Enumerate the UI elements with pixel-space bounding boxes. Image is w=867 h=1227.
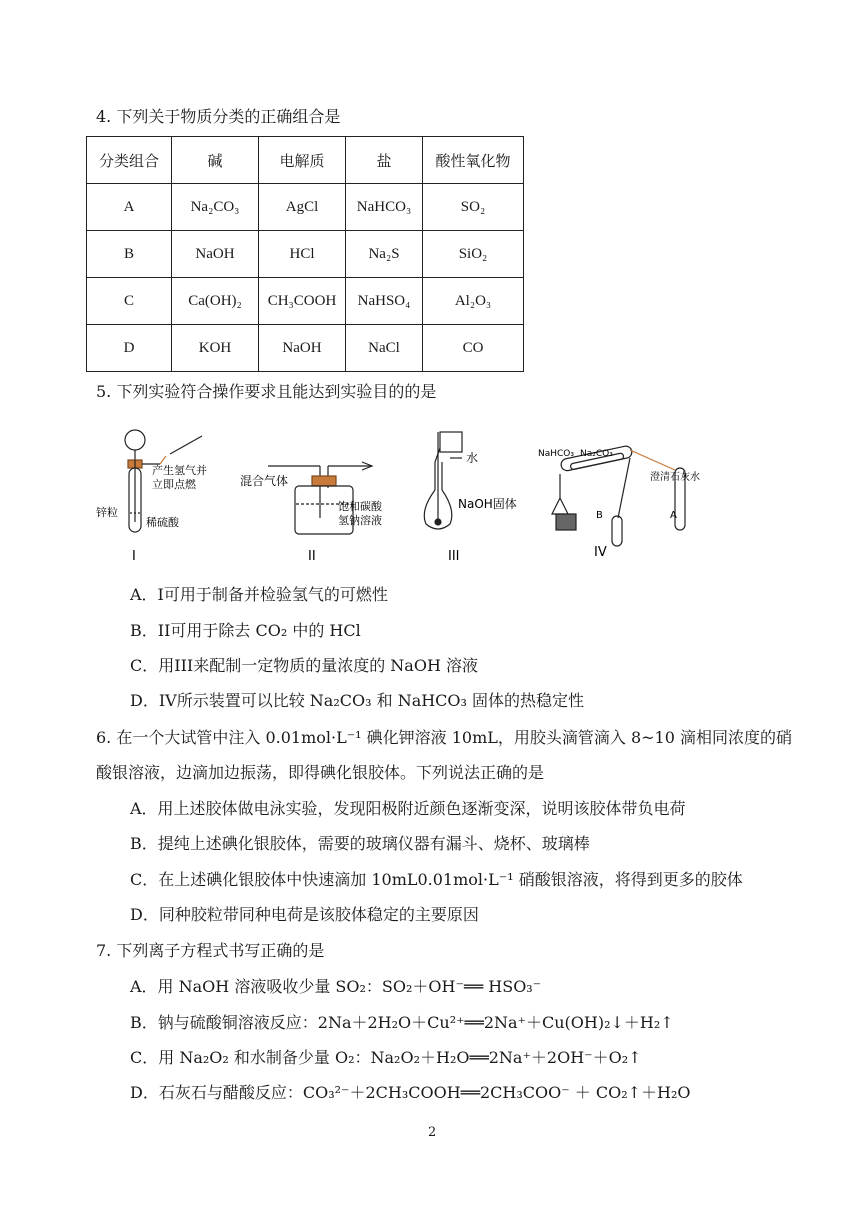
table-row (87, 184, 524, 231)
q5-option-b: B．II可用于除去 CO₂ 中的 HCl (130, 621, 361, 640)
fig-IV-text-2: Na₂CO₃ (580, 449, 613, 459)
fig-II-text-2: 饱和碳酸 (338, 500, 382, 513)
table-cell: AgCl (259, 184, 346, 231)
fig-IV-text-5: A (670, 510, 677, 521)
q7-option-d: D．石灰石与醋酸反应：CO₃²⁻＋2CH₃COOH══2CH₃COO⁻ ＋ CO₂↑＋H₂O (130, 1083, 691, 1102)
table-row (87, 231, 524, 278)
table-cell: SO₂ (423, 184, 524, 231)
q6-option-d: D．同种胶粒带同种电荷是该胶体稳定的主要原因 (130, 905, 479, 924)
fig-III-text-2: NaOH固体 (458, 497, 517, 511)
fig-I-text-3: 锌粒 (96, 506, 118, 519)
table-cell: CO (423, 325, 524, 372)
q5-option-a: A．I可用于制备并检验氢气的可燃性 (130, 585, 388, 604)
table-cell: NaHCO₃ (346, 184, 423, 231)
table-cell: CH₃COOH (259, 278, 346, 325)
fig-I-text-4: 稀硫酸 (146, 516, 179, 529)
table-row (87, 278, 524, 325)
table-cell: NaHSO₄ (346, 278, 423, 325)
table-cell: Ca(OH)₂ (172, 278, 259, 325)
table-cell: D (87, 325, 172, 372)
table-cell: SiO₂ (423, 231, 524, 278)
fig-IV-text-1: NaHCO₃ (538, 449, 574, 459)
table-cell: A (87, 184, 172, 231)
table-cell: Na₂CO₃ (172, 184, 259, 231)
q7-option-c: C．用 Na₂O₂ 和水制备少量 O₂：Na₂O₂＋H₂O══2Na⁺＋2OH⁻＋O₂↑ (130, 1048, 642, 1067)
header-cell: 分类组合 (87, 137, 172, 184)
q6-stem-line-2: 酸银溶液，边滴加边振荡，即得碘化银胶体。下列说法正确的是 (96, 763, 545, 782)
q5-option-c: C．用III来配制一定物质的量浓度的 NaOH 溶液 (130, 656, 478, 675)
fig-II-label: II (308, 549, 316, 564)
classification-table (86, 136, 524, 372)
fig-II-text-3: 氢钠溶液 (338, 514, 382, 527)
q5-option-d: D．IV所示装置可以比较 Na₂CO₃ 和 NaHCO₃ 固体的热稳定性 (130, 691, 585, 710)
q7-stem: 7. 下列离子方程式书写正确的是 (96, 941, 325, 960)
table-cell: NaCl (346, 325, 423, 372)
q5-stem: 5. 下列实验符合操作要求且能达到实验目的的是 (96, 382, 437, 401)
fig-IV-text-4: B (596, 510, 603, 521)
header-cell: 碱 (172, 137, 259, 184)
page-number: 2 (428, 1125, 437, 1140)
fig-I-text-2: 立即点燃 (152, 478, 196, 491)
q6-option-a: A．用上述胶体做电泳实验，发现阳极附近颜色逐渐变深，说明该胶体带负电荷 (130, 799, 686, 818)
apparatus-III-drawing (424, 432, 462, 529)
fig-I-label: I (132, 549, 136, 564)
table-header-row (87, 137, 524, 184)
fig-IV-label: IV (594, 545, 607, 560)
fig-II-text-1: 混合气体 (240, 474, 289, 488)
table-cell: NaOH (172, 231, 259, 278)
fig-I-text-1: 产生氢气并 (152, 464, 207, 477)
apparatus-IV-drawing (552, 445, 685, 546)
table-cell: B (87, 231, 172, 278)
fig-III-text-1: 水 (466, 451, 479, 465)
q6-option-b: B．提纯上述碘化银胶体，需要的玻璃仪器有漏斗、烧杯、玻璃棒 (130, 834, 590, 853)
apparatus-figures (90, 418, 730, 568)
header-cell: 酸性氧化物 (423, 137, 524, 184)
q7-option-a: A．用 NaOH 溶液吸收少量 SO₂：SO₂＋OH⁻══ HSO₃⁻ (130, 977, 542, 996)
q6-stem-line-1: 6. 在一个大试管中注入 0.01mol·L⁻¹ 碘化钾溶液 10mL，用胶头滴管滴入 8~10 滴相同浓度的硝 (96, 728, 793, 747)
fig-IV-text-3: 澄清石灰水 (650, 472, 700, 483)
header-cell: 盐 (346, 137, 423, 184)
table-cell: C (87, 278, 172, 325)
table-row (87, 325, 524, 372)
table-cell: KOH (172, 325, 259, 372)
table-cell: HCl (259, 231, 346, 278)
q6-option-c: C．在上述碘化银胶体中快速滴加 10mL0.01mol·L⁻¹ 硝酸银溶液，将得到更多的胶体 (130, 870, 743, 889)
q7-option-b: B．钠与硫酸铜溶液反应：2Na＋2H₂O＋Cu²⁺══2Na⁺＋Cu(OH)₂↓＋H₂↑ (130, 1013, 674, 1032)
header-cell: 电解质 (259, 137, 346, 184)
table-cell: Na₂S (346, 231, 423, 278)
table-cell: Al₂O₃ (423, 278, 524, 325)
fig-III-label: III (448, 549, 460, 564)
q4-stem: 4. 下列关于物质分类的正确组合是 (96, 107, 341, 126)
table-cell: NaOH (259, 325, 346, 372)
